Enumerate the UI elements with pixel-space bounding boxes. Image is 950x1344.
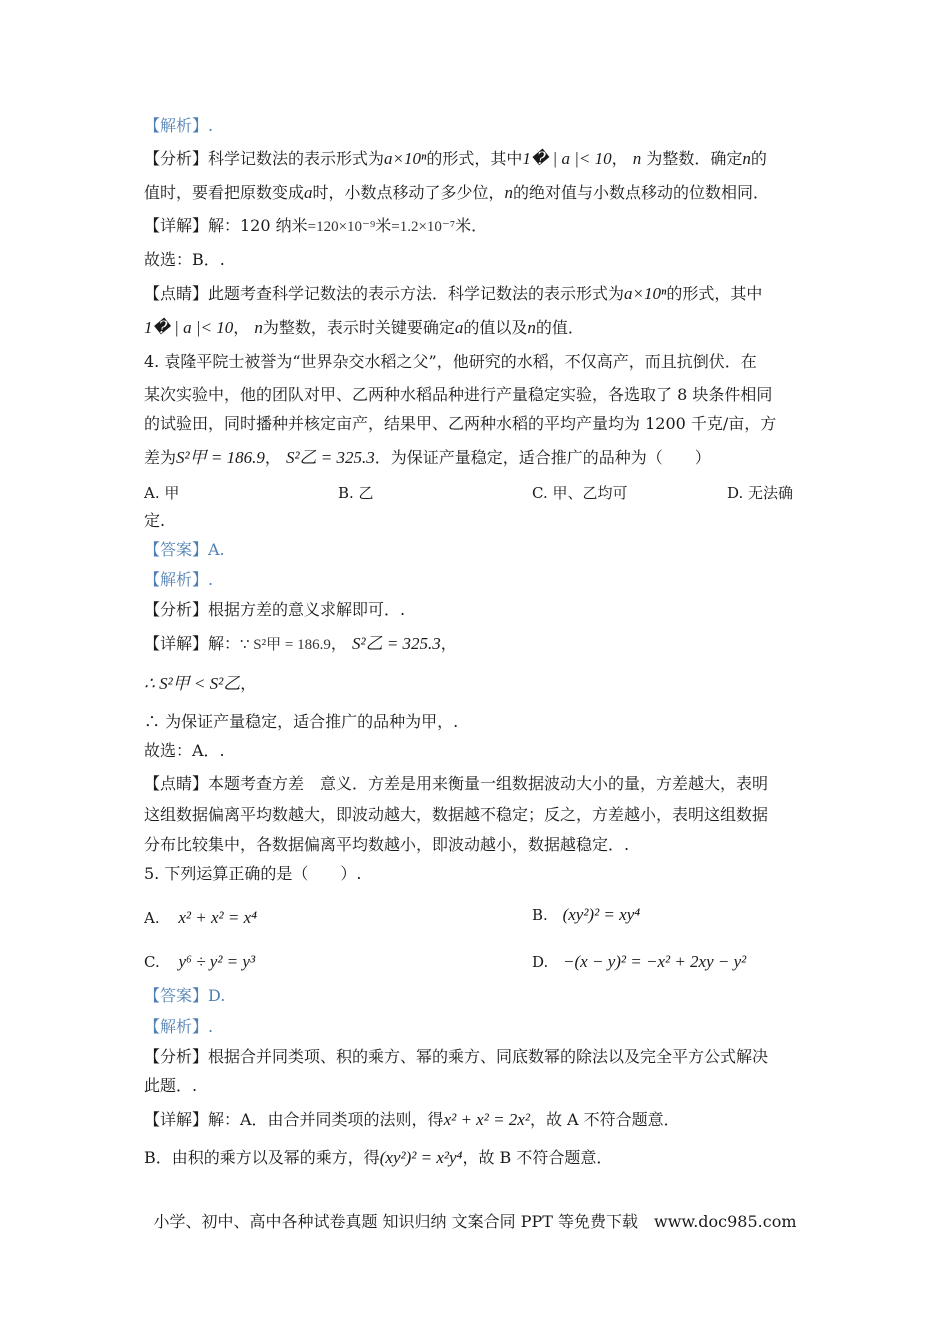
formula: (xy²)² = xy⁴ — [562, 905, 641, 924]
text: 的值． — [535, 318, 584, 337]
text: ，故 A 不符合题意． — [529, 1110, 680, 1129]
text: 【详解】解： — [144, 634, 241, 653]
answer-heading: 【答案】D. — [144, 986, 226, 1005]
formula: x² + x² = x⁴ — [178, 908, 258, 927]
text: ， — [233, 318, 250, 337]
option-a: A. 甲 — [144, 484, 180, 502]
analysis-line: 【分析】根据方差的意义求解即可．. — [144, 600, 406, 619]
detail-line — [144, 632, 809, 657]
answer-choice-line: 故选：B．. — [144, 250, 225, 269]
answer-heading: 【答案】A. — [144, 540, 225, 559]
question-4-line-1: 4. 袁隆平院士被誉为“世界杂交水稻之父”，他研究的水稻，不仅高产，而且抗倒伏．在 — [144, 352, 757, 371]
formula: n — [254, 318, 263, 337]
formula: n — [504, 183, 514, 202]
text: 的形式，其中 — [426, 149, 523, 168]
jiexi-heading: 【解析】. — [144, 116, 214, 135]
question-4-line-3: 的试验田，同时播种并核定亩产，结果甲、乙两种水稻的平均产量均为 1200 千克/亩，方 — [144, 414, 777, 433]
formula: S²甲 = 186.9 — [176, 448, 265, 467]
text: 为整数．确定 — [646, 149, 743, 168]
text: 【详解】解：120 纳米 — [144, 216, 308, 235]
text: 的 — [750, 149, 767, 168]
question-4-line-2: 某次实验中，他的团队对甲、乙两种水稻品种进行产量稳定实验，各选取了 8 块条件相同 — [144, 385, 773, 404]
question-5: 5. 下列运算正确的是（ ）. — [144, 864, 362, 883]
text: 为整数，表示时关键要确定 — [262, 318, 455, 337]
option-b — [532, 903, 640, 927]
comment-line-1: 【点睛】本题考查方差 意义．方差是用来衡量一组数据波动大小的量，方差越大，表明 — [144, 774, 769, 793]
text: 的值以及 — [463, 318, 528, 337]
option-label: B. — [532, 906, 548, 924]
option-c: C. 甲、乙均可 — [532, 484, 628, 502]
therefore-line-2: ∴ 为保证产量稳定，适合推广的品种为甲，. — [144, 712, 459, 731]
text: 值时，要看把原数变成 — [144, 183, 305, 202]
text: ．为保证产量稳定，适合推广的品种为（ ） — [374, 448, 711, 467]
option-b: B. 乙 — [338, 484, 374, 502]
detail-line — [144, 214, 809, 239]
formula: 1� | a |< 10 — [144, 318, 234, 337]
option-d: D. 无法确 — [727, 484, 794, 502]
formula: S²乙 = 325.3 — [351, 634, 441, 653]
text: ， — [440, 634, 457, 653]
formula: 1� | a |< 10 — [522, 149, 612, 168]
formula: S²乙 = 325.3 — [285, 448, 375, 467]
text: ， — [611, 149, 628, 168]
formula: n — [632, 149, 642, 168]
text: 差为 — [144, 448, 177, 467]
text: 【点睛】此题考查科学记数法的表示方法．科学记数法的表示形式为 — [144, 284, 625, 303]
jiexi-heading: 【解析】. — [144, 570, 214, 589]
text: ，故 B 不符合题意． — [462, 1148, 613, 1167]
text: B．由积的乘方以及幂的乘方，得 — [144, 1148, 380, 1167]
question-4-line-4 — [144, 446, 809, 470]
text: 米． — [455, 216, 488, 235]
text: 【分析】科学记数法的表示形式为 — [144, 149, 385, 168]
text: ， — [240, 674, 257, 693]
comment-line-3: 分布比较集中，各数据偏离平均数越小，即波动越小，数据越稳定．. — [144, 835, 630, 854]
therefore-line-1 — [144, 672, 809, 696]
option-d-wrap: 定. — [144, 511, 166, 530]
analysis-line-2: 此题．. — [144, 1076, 198, 1095]
option-d — [532, 950, 746, 974]
text: ， — [330, 634, 347, 653]
comment-line-2: 这组数据偏离平均数越大，即波动越大，数据越不稳定；反之，方差越小，表明这组数据 — [144, 805, 769, 824]
formula: a — [454, 318, 464, 337]
option-label: D. — [532, 953, 549, 971]
formula: x² + x² = 2x² — [443, 1110, 530, 1129]
formula: ∵ S²甲 = 186.9 — [240, 637, 331, 653]
text: 时，小数点移动了多少位， — [312, 183, 505, 202]
analysis-line-2 — [144, 181, 809, 205]
text: 的形式，其中 — [666, 284, 763, 303]
option-a — [144, 906, 257, 930]
comment-line-1 — [144, 282, 809, 306]
detail-line-b — [144, 1146, 809, 1170]
text: 的绝对值与小数点移动的位数相同． — [513, 183, 770, 202]
analysis-line-1: 【分析】根据合并同类项、积的乘方、幂的乘方、同底数幂的除法以及完全平方公式解决 — [144, 1047, 769, 1066]
footer-banner: 小学、初中、高中各种试卷真题 知识归纳 文案合同 PPT 等免费下载 www.doc985.com — [153, 1212, 797, 1231]
answer-choice-line: 故选：A．. — [144, 741, 225, 760]
formula: a — [304, 183, 313, 202]
formula: n — [527, 318, 536, 337]
formula: =1.2×10⁻⁷ — [391, 219, 456, 235]
formula: y⁶ ÷ y² = y³ — [178, 952, 256, 971]
formula: n — [742, 149, 751, 168]
text: ， — [264, 448, 281, 467]
jiexi-heading: 【解析】. — [144, 1017, 214, 1036]
comment-line-2 — [144, 316, 809, 340]
formula: a×10ⁿ — [384, 149, 427, 168]
formula: (xy²)² = x²y⁴ — [379, 1148, 463, 1167]
option-c — [144, 950, 255, 974]
option-label: C. — [144, 953, 160, 971]
text: 米 — [375, 216, 392, 235]
formula: −(x − y)² = −x² + 2xy − y² — [563, 952, 747, 971]
option-label: A. — [144, 909, 160, 927]
detail-line-a — [144, 1108, 809, 1132]
formula: ∴ S²甲 < S²乙 — [144, 674, 241, 693]
formula: a×10ⁿ — [624, 284, 667, 303]
analysis-line-1 — [144, 147, 809, 171]
text: 【详解】解：A．由合并同类项的法则，得 — [144, 1110, 444, 1129]
formula: =120×10⁻⁹ — [307, 219, 376, 235]
